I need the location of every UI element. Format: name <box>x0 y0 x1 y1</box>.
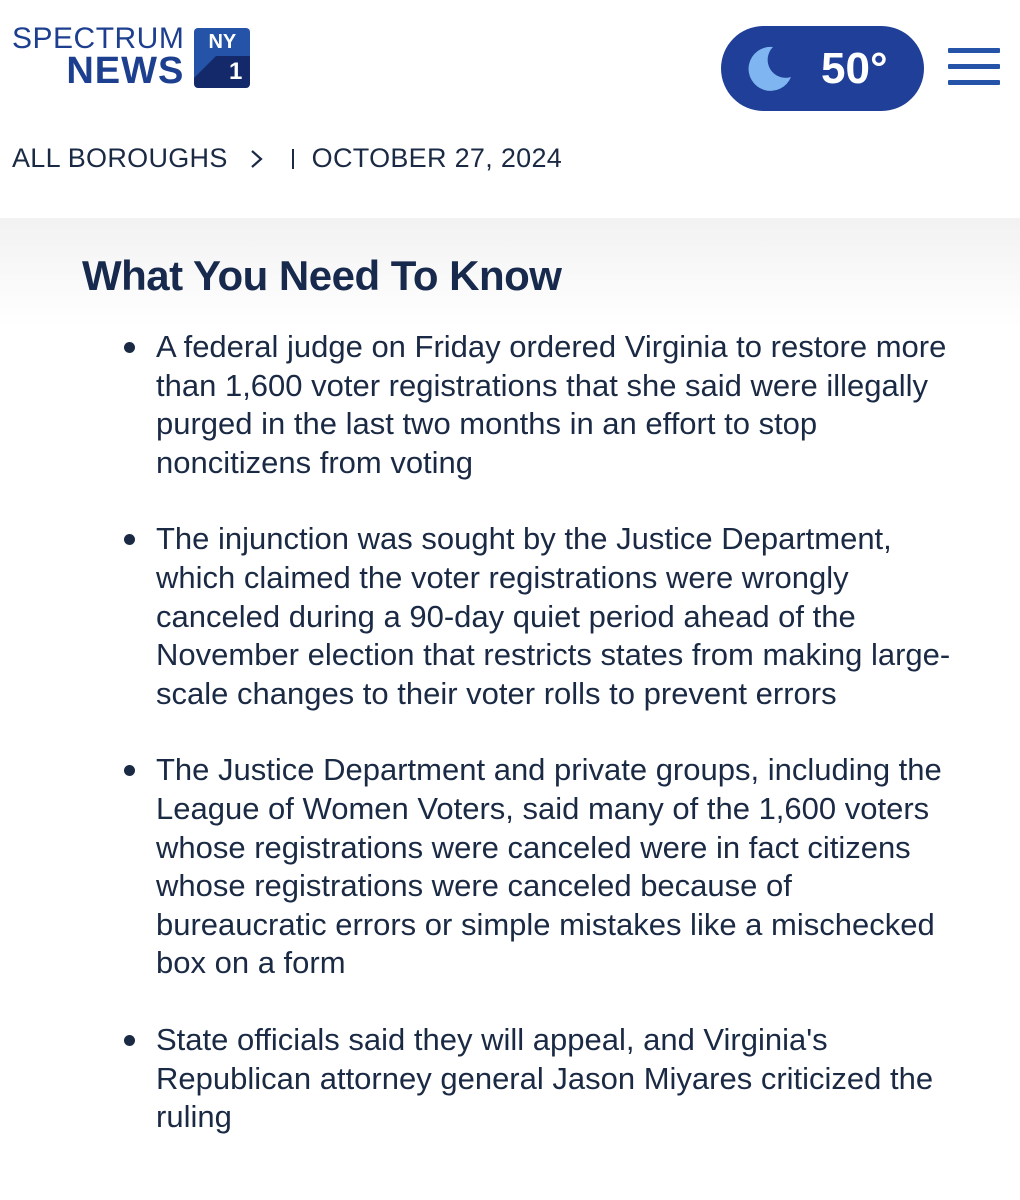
what-you-need-to-know-section <box>0 218 1020 1200</box>
article-date: OCTOBER 27, 2024 <box>311 143 563 173</box>
ny1-badge <box>194 28 250 88</box>
section-title: What You Need To Know <box>82 252 562 299</box>
list-item <box>0 1021 1020 1137</box>
badge-one-text: 1 <box>194 56 250 88</box>
hamburger-menu-icon[interactable] <box>948 48 1000 88</box>
weather-widget[interactable] <box>721 26 924 111</box>
site-header <box>0 0 1020 173</box>
breadcrumb-divider <box>292 149 294 169</box>
list-item <box>0 328 1020 482</box>
weather-temperature: 50° <box>821 43 888 93</box>
key-points-list <box>0 328 1020 1175</box>
bullet-icon <box>124 342 135 353</box>
breadcrumb-section-link[interactable]: ALL BOROUGHS <box>12 143 228 173</box>
badge-corner-shape <box>194 56 216 78</box>
spectrum-news-ny1-logo[interactable] <box>12 22 250 92</box>
breadcrumb <box>12 143 562 174</box>
moon-icon <box>743 43 795 95</box>
menu-line <box>948 48 1000 53</box>
list-item-text: State officials said they will appeal, and Virginia's Republican attorney general Jason Miyares criticized the ruling <box>156 1021 934 1135</box>
bullet-icon <box>124 1035 135 1046</box>
list-item-text: The injunction was sought by the Justice Department, which claimed the voter registrations were wrongly canceled during a 90-day quiet period ahead of the November election that restricts states from making large-scale changes to their voter rolls to prevent errors <box>156 521 951 711</box>
list-item <box>0 751 1020 983</box>
logo-spectrum-text: SPECTRUM <box>12 22 185 55</box>
list-item-text: A federal judge on Friday ordered Virginia to restore more than 1,600 voter registrations that she said were illegally purged in the last two months in an effort to stop noncitizens from voting <box>156 329 947 480</box>
bullet-icon <box>124 534 135 545</box>
bullet-icon <box>124 765 135 776</box>
chevron-right-icon <box>250 149 264 169</box>
list-item <box>0 520 1020 713</box>
logo-wordmark <box>12 22 185 92</box>
logo-news-text: NEWS <box>66 50 185 92</box>
menu-line <box>948 64 1000 69</box>
badge-ny-text: NY <box>194 28 250 56</box>
menu-line <box>948 80 1000 85</box>
list-item-text: The Justice Department and private groups, including the League of Women Voters, said many of the 1,600 voters whose registrations were canceled were in fact citizens whose registrations were canceled because of bureaucratic errors or simple mistakes like a mischecked box on a form <box>156 752 942 981</box>
